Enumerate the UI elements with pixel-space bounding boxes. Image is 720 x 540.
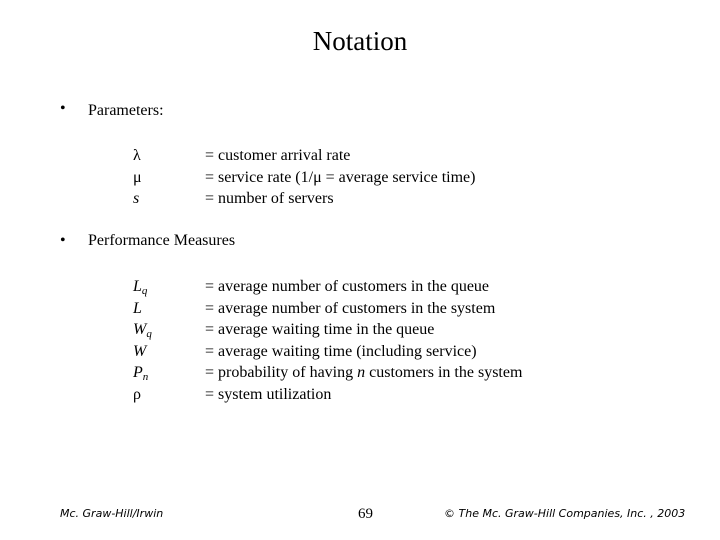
symbol-l: L <box>133 299 142 317</box>
definition-arrival-rate: = customer arrival rate <box>205 147 351 164</box>
symbol-mu: μ <box>133 168 142 186</box>
page-title: Notation <box>312 26 408 56</box>
symbol-w: W <box>133 342 147 360</box>
parameters-heading: Parameters: <box>88 102 164 119</box>
definition-pn: = probability of having n customers in the system <box>205 364 523 381</box>
symbol-pn: $P_n$ <box>133 364 149 383</box>
parameters-definitions <box>205 145 475 210</box>
footer-publisher: Mc. Graw-Hill/Irwin <box>60 507 164 520</box>
performance-heading: Performance Measures <box>88 232 236 249</box>
performance-definitions <box>205 276 522 405</box>
symbol-wq: $W_q$ <box>133 321 152 340</box>
parameters-symbols <box>133 145 142 210</box>
symbol-lambda: λ <box>133 147 141 164</box>
definition-servers: = number of servers <box>205 190 334 207</box>
definition-lq: = average number of customers in the queue <box>205 278 490 295</box>
footer-copyright: © The Mc. Graw-Hill Companies, Inc. , 2003 <box>444 507 686 520</box>
definition-l: = average number of customers in the system <box>205 299 496 317</box>
definition-w: = average waiting time (including service) <box>205 342 477 360</box>
definition-service-rate: = service rate (1/μ = average service time) <box>205 168 476 186</box>
bullet-parameters: • <box>60 100 66 117</box>
definition-wq: = average waiting time in the queue <box>205 321 435 338</box>
symbol-rho: ρ <box>133 385 141 403</box>
symbol-lq: $L_q$ <box>133 278 148 297</box>
page-number: 69 <box>358 506 373 522</box>
bullet-performance: • <box>60 232 66 249</box>
definition-rho: = system utilization <box>205 385 332 403</box>
performance-symbols <box>133 276 152 405</box>
symbol-s: s <box>133 190 140 207</box>
